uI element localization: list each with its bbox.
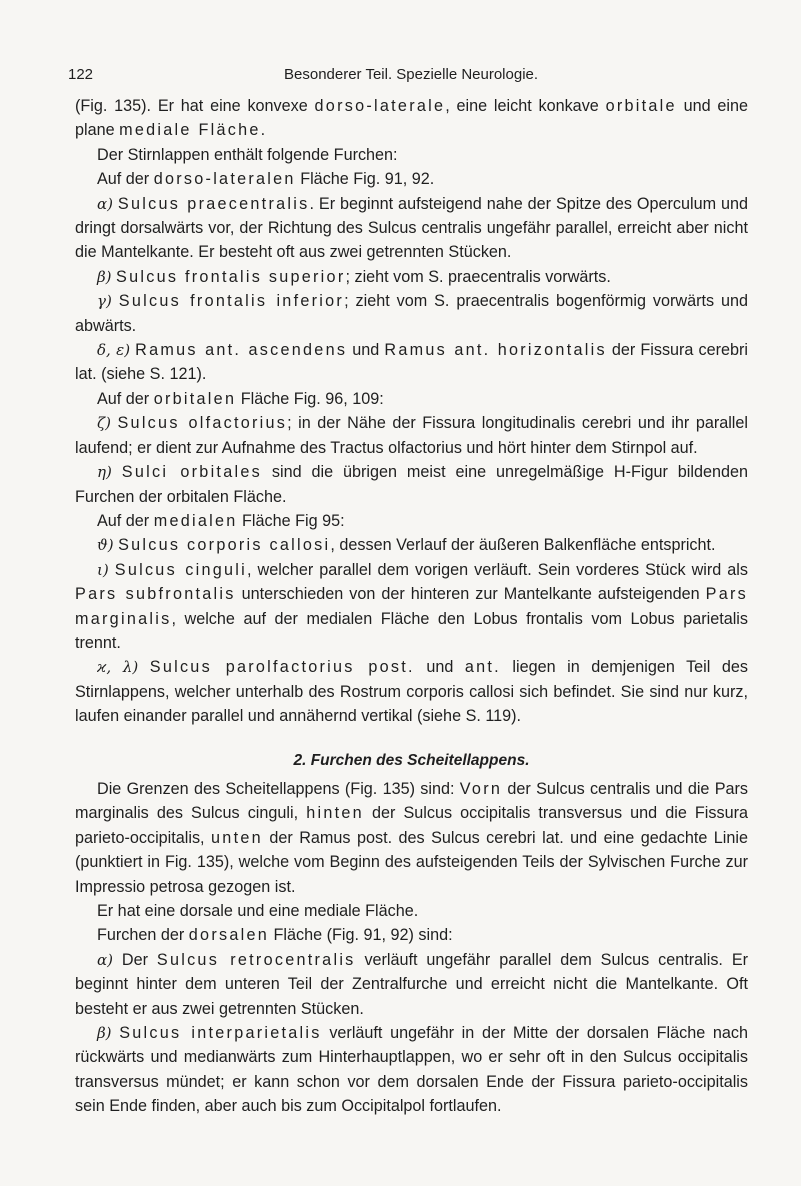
paragraph: Der Stirnlappen enthält folgende Furchen: <box>97 145 398 164</box>
section-heading: 2. Furchen des Scheitellappens. <box>293 751 530 769</box>
paragraph: δ, ε) Ramus ant. ascendens und Ramus ant. horizontalis der Fissura cerebri lat. (siehe S. 121). <box>75 341 748 384</box>
running-title: Besonderer Teil. Spezielle Neurologie. <box>284 66 539 83</box>
page-number: 122 <box>68 66 94 83</box>
paragraph: Auf der medialen Fläche Fig 95: <box>97 511 345 530</box>
paragraph: Auf der orbitalen Fläche Fig. 96, 109: <box>97 389 384 408</box>
paragraph: ι) Sulcus cinguli, welcher parallel dem vorigen verläuft. Sein vorderes Stück wird als Pars subfrontalis unterschieden von der hinteren zur Mantelkante aufsteigenden Pars marginalis, welche auf der medialen Fläche den Lobus frontalis vom Lobus parietalis trennt. <box>75 560 748 652</box>
paragraph: Auf der dorso-lateralen Fläche Fig. 91, 92. <box>97 170 435 189</box>
paragraph: β) Sulcus frontalis superior; zieht vom S. praecentralis vorwärts. <box>97 267 611 286</box>
paragraph: ϑ) Sulcus corporis callosi, dessen Verlauf der äußeren Balkenfläche entspricht. <box>97 536 716 555</box>
paragraph: η) Sulci orbitales sind die übrigen meist eine unregelmäßige H-Figur bildenden Furchen der orbitalen Fläche. <box>75 463 748 506</box>
paragraph: α) Sulcus praecentralis. Er beginnt aufsteigend nahe der Spitze des Operculum und dringt dorsalwärts vor, der Richtung des Sulcus centralis ungefähr parallel, erreicht aber nicht die Mantelkante. Er besteht oft aus zwei getrennten Stücken. <box>75 194 749 262</box>
paragraph: γ) Sulcus frontalis inferior; zieht vom S. praecentralis bogenförmig vorwärts und abwärts. <box>75 292 748 335</box>
paragraph: β) Sulcus interparietalis verläuft ungefähr in der Mitte der dorsalen Fläche nach rückwärts und medianwärts zum Hinterhauptlappen, wo er sehr oft in den Sulcus occipitalis transversus mündet; er kann schon vor dem dorsalen Ende der Fissura parieto-occipitalis sein Ende finden, aber auch bis zum Occipitalpol fortlaufen. <box>75 1024 748 1116</box>
paragraph: α) Der Sulcus retrocentralis verläuft ungefähr parallel dem Sulcus centralis. Er beginnt hinter dem unteren Teil der Zentralfurche und erreicht nicht die Mantelkante. Oft besteht er aus zwei getrennten Stücken. <box>75 950 749 1018</box>
body-text <box>75 94 748 1119</box>
paragraph: Er hat eine dorsale und eine mediale Fläche. <box>97 902 419 920</box>
paragraph: (Fig. 135). Er hat eine konvexe dorso-laterale, eine leicht konkave orbitale und eine plane mediale Fläche. <box>75 97 748 140</box>
page-header <box>0 66 801 90</box>
paragraph: ζ) Sulcus olfactorius; in der Nähe der Fissura longitudinalis cerebri und ihr parallel laufend; er dient zur Aufnahme des Tractus olfactorius und hört hinter dem Stirnpol auf. <box>75 414 749 457</box>
paragraph: ϰ, λ) Sulcus parolfactorius post. und ant. liegen in demjenigen Teil des Stirnlappens, welcher unterhalb des Rostrum corporis callosi sich befindet. Sie sind nur kurz, laufen einander parallel und annähernd vertikal (siehe S. 119). <box>75 658 748 726</box>
paragraph: Furchen der dorsalen Fläche (Fig. 91, 92) sind: <box>97 926 453 945</box>
paragraph: Die Grenzen des Scheitellappens (Fig. 135) sind: Vorn der Sulcus centralis und die Pars marginalis des Sulcus cinguli, hinten der Sulcus occipitalis transversus und die Fissura parieto-occipitalis, unten der Ramus post. des Sulcus cerebri lat. und eine gedachte Linie (punktiert in Fig. 135), welche vom Beginn des aufsteigenden Teils der Sylvischen Furche zur Impressio petrosa gezogen ist. <box>75 779 748 896</box>
